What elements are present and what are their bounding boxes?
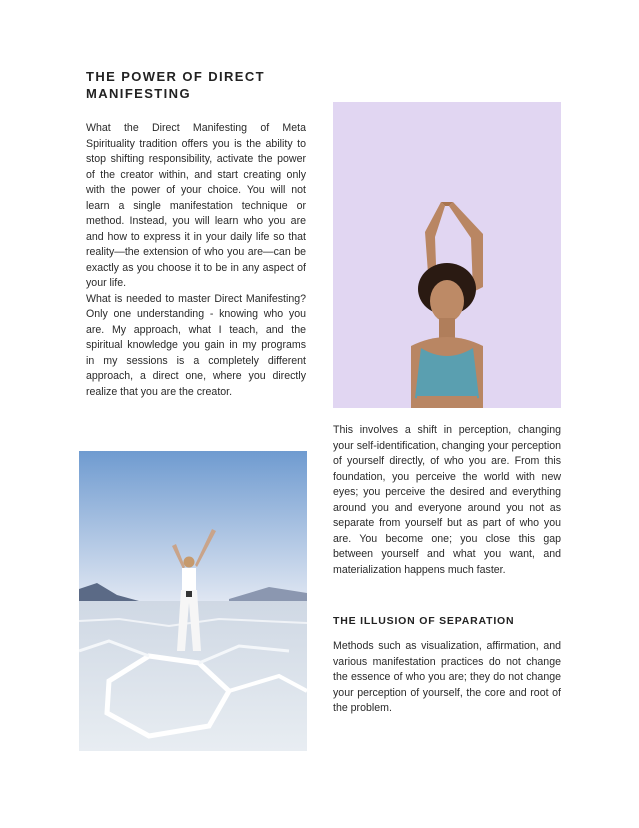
right-column-bottom [333, 639, 561, 717]
section-heading: THE ILLUSION OF SEPARATION [333, 615, 515, 627]
paragraph-3: This involves a shift in perception, changing your self-identification, changing your perception of yourself directly, of who you are. From this foundation, you perceive the world with new eyes; you perceive the desired and everything around you and everyone around you not as separate from yourself but as part of who you are. You become one; you close this gap between yourself and what you want, and materialization happens much faster. [333, 424, 561, 576]
paragraph-1: What the Direct Manifesting of Meta Spirituality tradition offers you is the ability to stop shifting responsibility, activate the power of the creator within, and start creating only with the power of your choice. You will not learn a single manifestation technique or method. Instead, you will learn who you are and how to express it in your daily life so that reality—the extension of who you are—can be exactly as you choose it to be in any aspect of your life. [86, 122, 306, 289]
page-title: THE POWER OF DIRECT MANIFESTING [86, 69, 265, 101]
paragraph-4: Methods such as visualization, affirmation, and various manifestation practices do not change the essence of who you are; they do not change your perception of yourself, the core and root of the problem. [333, 640, 561, 714]
left-column [86, 121, 306, 400]
right-column-top [333, 423, 561, 578]
paragraph-2: What is needed to master Direct Manifesting? Only one understanding - knowing who you are. My approach, what I teach, and the spiritual knowledge you gain in my programs in my sessions is a completely different approach, a direct one, where you directly realize that you are the creator. [86, 292, 306, 398]
salt-flat-woman-photo [79, 451, 307, 751]
yoga-woman-photo [333, 102, 561, 408]
